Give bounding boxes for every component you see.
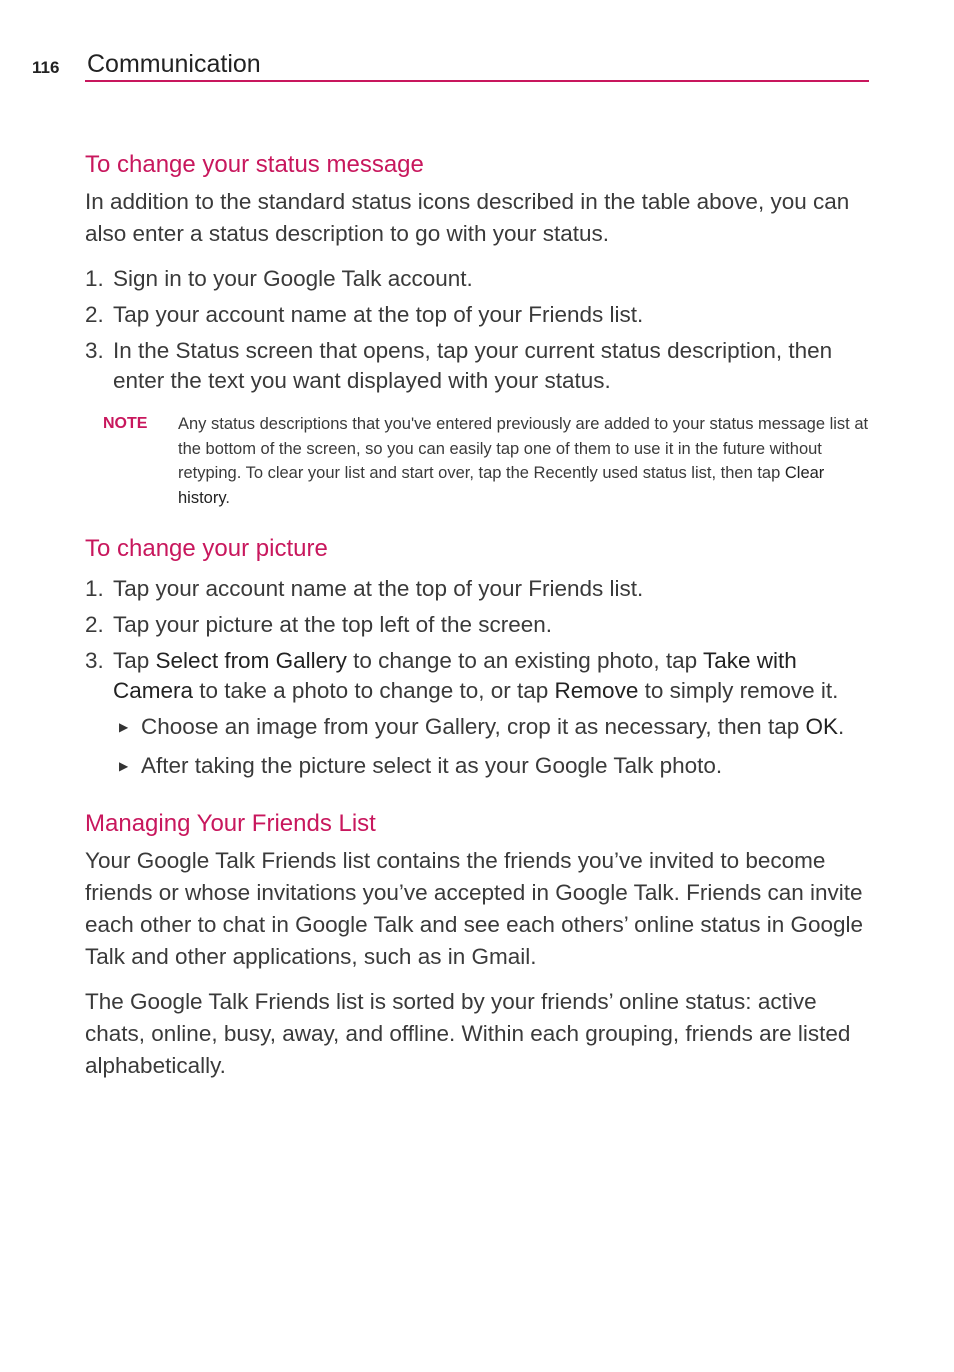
friends-para-1: Your Google Talk Friends list contains the friends you’ve invited to become friends or whose invitations you’ve accepted in Google Talk. Friends can invite each other to chat in Google Talk and see each others’ online status in Google Talk and other applications, such as in Gmail. [85, 848, 864, 970]
step-text: Tap your account name at the top of your Friends list. [113, 302, 644, 327]
step-number: 3. [85, 648, 104, 674]
step-text: to change to an existing photo, tap [346, 648, 703, 674]
list-item [85, 610, 871, 640]
heading-status-message: To change your status message [85, 151, 424, 178]
step-text: Tap [113, 648, 156, 674]
bullet-end: . [838, 714, 845, 740]
heading-managing-friends: Managing Your Friends List [85, 810, 376, 838]
status-steps [85, 264, 871, 396]
step-number: 1. [85, 576, 104, 602]
step-number: 2. [85, 612, 104, 638]
picture-steps [85, 574, 871, 706]
step-text: Tap your account name at the top of your Friends list. [113, 576, 644, 602]
ok-key: OK [805, 714, 838, 740]
step-text: In the Status screen that opens, tap your current status description, then enter the text you want displayed with your status. [113, 338, 833, 393]
list-item [85, 751, 871, 781]
step-number: 3. [85, 338, 104, 363]
select-from-gallery-key: Select from Gallery [155, 648, 347, 674]
section-title: Communication [87, 50, 261, 78]
step-number: 1. [85, 266, 104, 291]
step-text: to simply remove it. [638, 678, 839, 704]
list-item [85, 646, 871, 706]
bullet-text: Choose an image from your Gallery, crop it as necessary, then tap [141, 714, 806, 740]
bullet-text: After taking the picture select it as your Google Talk photo. [141, 753, 723, 779]
list-item [85, 300, 871, 330]
take-with-camera-key: Take with Camera [113, 648, 797, 704]
triangle-right-icon: ▶ [119, 759, 129, 774]
clear-history-key: Clear history [178, 464, 825, 507]
remove-key: Remove [554, 678, 639, 704]
heading-change-picture: To change your picture [85, 535, 328, 563]
friends-para-2: The Google Talk Friends list is sorted by your friends’ online status: active chats, online, busy, away, and offline. Within each grouping, friends are listed alphabetically. [85, 989, 851, 1079]
list-item [85, 336, 871, 396]
step-number: 2. [85, 302, 104, 327]
list-item [85, 264, 871, 294]
picture-bullets [85, 712, 871, 781]
note-text: Any status descriptions that you've entered previously are added to your status message list at the bottom of the screen, so you can easily tap one of them to use it in the future without retyping. To clear your list and start over, tap the Recently used status list, then tap [178, 415, 869, 483]
note-label: NOTE [103, 415, 148, 432]
list-item [85, 574, 871, 604]
list-item [85, 712, 871, 742]
step-text: Sign in to your Google Talk account. [113, 266, 473, 291]
header-rule [85, 80, 869, 82]
page-content [85, 146, 871, 1082]
step-text: Tap your picture at the top left of the screen. [113, 612, 553, 638]
status-intro: In addition to the standard status icons described in the table above, you can also enter a status description to go with your status. [85, 189, 850, 246]
page-number: 116 [32, 58, 60, 77]
note-end: . [225, 488, 230, 507]
note-box [85, 412, 877, 510]
triangle-right-icon: ▶ [119, 720, 129, 735]
step-text: to take a photo to change to, or tap [193, 678, 555, 704]
